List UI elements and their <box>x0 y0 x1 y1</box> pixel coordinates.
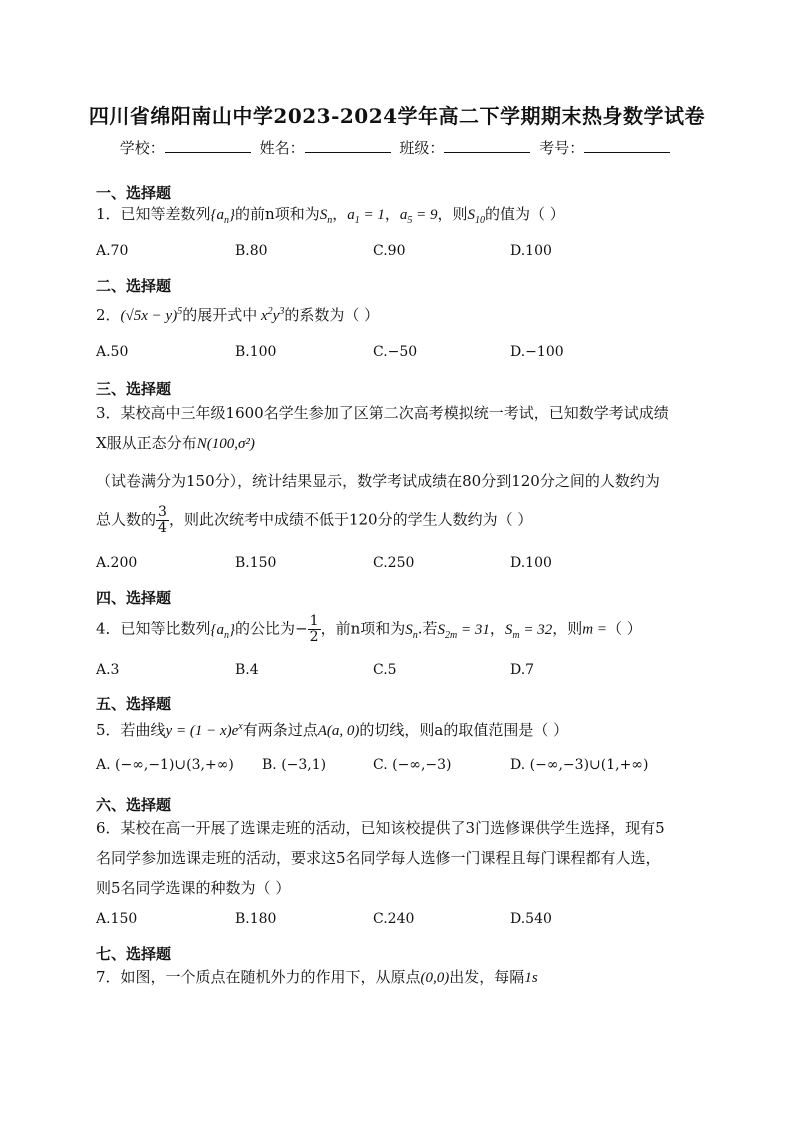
option-a: A.200 <box>96 555 138 571</box>
option-d: D.7 <box>510 662 535 678</box>
question-3-line-3: （试卷满分为150分），统计结果显示，数学考试成绩在80分到120分之间的人数约为 <box>96 472 660 490</box>
option-d: D.540 <box>510 911 552 927</box>
question-3-line-4: 总人数的 $\frac{3}{4}$ ，则此次统考中成绩不低于120分的学生人数约为（ ） <box>96 504 533 536</box>
option-a: A.3 <box>96 662 120 678</box>
section-heading: 一、选择题 <box>96 184 172 202</box>
option-d: D. (−∞,−3)∪(1,+∞) <box>510 757 649 773</box>
option-c: C.90 <box>373 243 406 259</box>
name-blank[interactable] <box>305 138 391 153</box>
class-blank[interactable] <box>444 138 530 153</box>
question-6-line-3: 则5名同学选课的种数为（ ） <box>96 879 291 897</box>
option-b: B. (−3,1) <box>262 757 327 773</box>
question-3-line-2: X服从正态分布N(100,σ²) <box>96 434 255 452</box>
section-heading: 三、选择题 <box>96 380 172 398</box>
question-1: 1．已知等差数列$\{a_n\}$的前n项和为$S_n$，$a_1 = 1$，$a_5 = 9$，则$S_{10}$的值为（ ） <box>96 205 565 226</box>
option-b: B.80 <box>235 243 268 259</box>
student-info-line <box>0 137 794 158</box>
option-d: D.−100 <box>510 344 564 360</box>
section-heading: 五、选择题 <box>96 695 172 713</box>
option-a: A.150 <box>96 911 138 927</box>
option-d: D.100 <box>510 555 552 571</box>
option-a: A.70 <box>96 243 129 259</box>
number-label: 考号： <box>539 139 585 157</box>
section-heading: 七、选择题 <box>96 945 172 963</box>
page-title: 四川省绵阳南山中学2023-2024学年高二下学期期末热身数学试卷 <box>88 104 706 128</box>
question-3-line-1: 3．某校高中三年级1600名学生参加了区第二次高考模拟统一考试，已知数学考试成绩 <box>96 404 669 422</box>
option-c: C. (−∞,−3) <box>373 757 452 773</box>
number-blank[interactable] <box>584 138 670 153</box>
class-label: 班级： <box>399 139 445 157</box>
option-b: B.100 <box>235 344 277 360</box>
option-d: D.100 <box>510 243 552 259</box>
fraction: $\frac{3}{4}$ <box>158 504 167 536</box>
question-6-line-2: 名同学参加选课走班的活动，要求这5名同学每人选修一门课程且每门课程都有人选， <box>96 849 661 867</box>
section-heading: 二、选择题 <box>96 277 172 295</box>
question-6-line-1: 6．某校在高一开展了选课走班的活动，已知该校提供了3门选修课供学生选择，现有5 <box>96 819 665 837</box>
option-b: B.4 <box>235 662 259 678</box>
question-7: 7．如图，一个质点在随机外力的作用下，从原点(0,0)出发，每隔1s <box>96 968 538 986</box>
section-heading: 四、选择题 <box>96 589 172 607</box>
option-b: B.150 <box>235 555 277 571</box>
option-c: C.−50 <box>373 344 418 360</box>
name-label: 姓名： <box>259 139 305 157</box>
question-5: 5．若曲线$y = (1 - x)e^x$有两条过点A(a, 0)的切线，则a的取值范围是（ ） <box>96 721 569 739</box>
option-c: C.250 <box>373 555 415 571</box>
option-c: C.5 <box>373 662 397 678</box>
option-a: A. (−∞,−1)∪(3,+∞) <box>96 757 234 773</box>
option-c: C.240 <box>373 911 415 927</box>
school-label: 学校： <box>119 139 165 157</box>
option-b: B.180 <box>235 911 277 927</box>
question-4: 4．已知等比数列$\{a_n\}$的公比为− $\frac{1}{2}$ ，前n项和为$S_n$.若$S_{2m} = 31$，$S_m = 32$，则m =（ ） <box>96 613 642 645</box>
option-a: A.50 <box>96 344 129 360</box>
school-blank[interactable] <box>165 138 251 153</box>
section-heading: 六、选择题 <box>96 796 172 814</box>
question-2: 2．$(√5x - y)^5$的展开式中 $x^2y^3$的系数为（ ） <box>96 306 380 324</box>
fraction: $\frac{1}{2}$ <box>309 613 319 645</box>
